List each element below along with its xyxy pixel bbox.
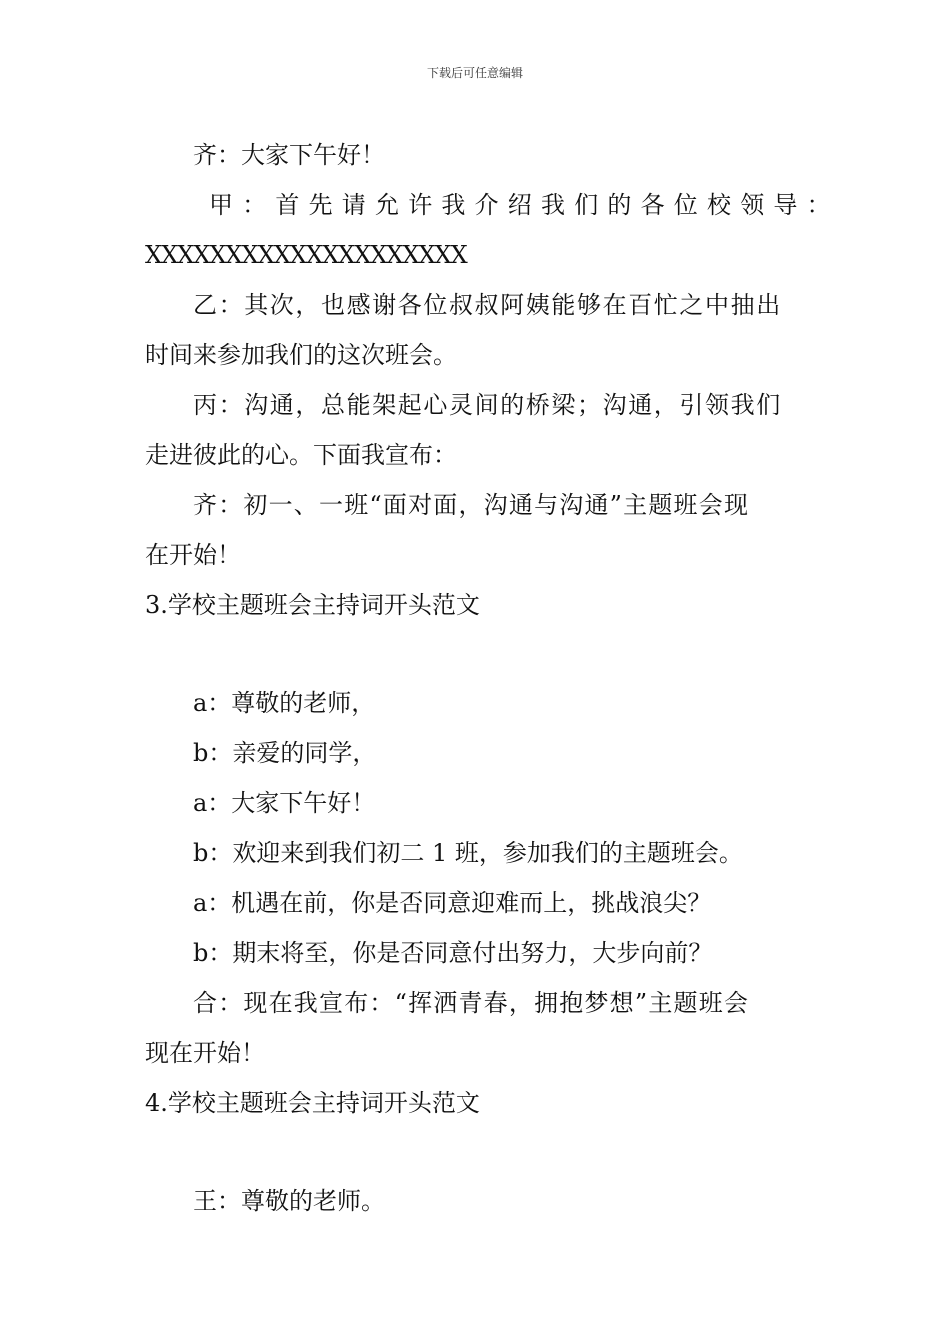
text-line: a：尊敬的老师， <box>193 689 376 717</box>
spacer <box>145 1128 805 1176</box>
text-line: b：亲爱的同学， <box>193 739 377 767</box>
section-heading: 3.学校主题班会主持词开头范文 <box>145 591 480 619</box>
text-line: 齐：大家下午好！ <box>193 141 385 169</box>
text-line: 走进彼此的心。下面我宣布： <box>145 441 457 469</box>
text-line: b：期末将至，你是否同意付出努力，大步向前？ <box>193 939 713 967</box>
spacer <box>145 630 805 678</box>
text-line: b：欢迎来到我们初二 1 班，参加我们的主题班会。 <box>193 839 743 867</box>
text-line: a：大家下午好！ <box>193 789 376 817</box>
text-line: 甲：首先请允许我介绍我们的各位校领导： <box>209 191 840 219</box>
text-line: 合：现在我宣布：“挥洒青春，拥抱梦想”主题班会 <box>193 989 750 1017</box>
text-line: a：机遇在前，你是否同意迎难而上，挑战浪尖？ <box>193 889 712 917</box>
text-line: 乙：其次，也感谢各位叔叔阿姨能够在百忙之中抽出 <box>193 291 782 319</box>
text-line: 齐：初一、一班“面对面，沟通与沟通”主题班会现 <box>193 491 750 519</box>
text-line: 时间来参加我们的这次班会。 <box>145 341 457 369</box>
text-line: XXXXXXXXXXXXXXXXXXXX <box>145 241 467 269</box>
page-header: 下载后可任意编辑 <box>426 66 523 80</box>
document-body <box>145 130 840 1226</box>
text-line: 王：尊敬的老师。 <box>193 1187 385 1215</box>
text-line: 在开始！ <box>145 541 241 569</box>
text-line: 丙：沟通，总能架起心灵间的桥梁；沟通，引领我们 <box>193 391 782 419</box>
text-line: 现在开始！ <box>145 1039 265 1067</box>
section-heading: 4.学校主题班会主持词开头范文 <box>145 1089 480 1117</box>
